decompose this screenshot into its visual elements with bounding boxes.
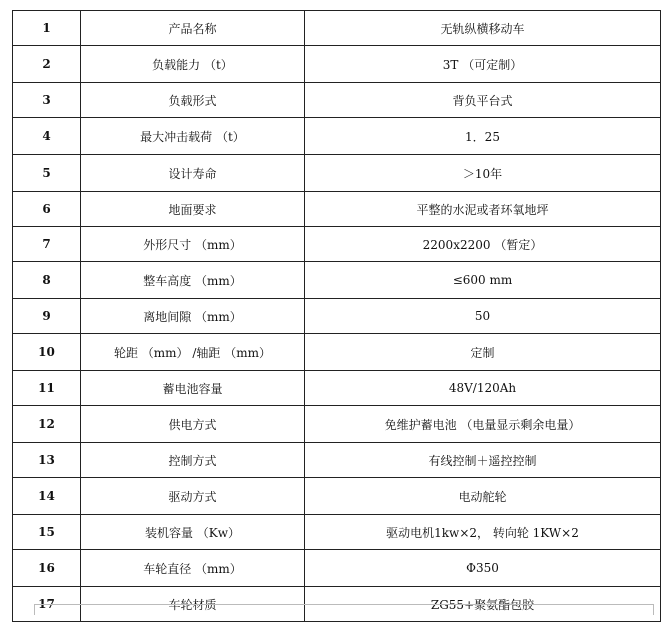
table-row <box>13 227 661 262</box>
parameter-name: 装机容量 （Kw） <box>81 515 305 550</box>
table-row <box>13 443 661 478</box>
parameter-value: 1．25 <box>305 118 661 155</box>
row-number: 1 <box>13 11 81 46</box>
parameter-value: 无轨纵横移动车 <box>305 11 661 46</box>
parameter-name: 整车高度 （mm） <box>81 262 305 299</box>
parameter-value: 电动舵轮 <box>305 478 661 515</box>
footer-tick-right <box>653 604 654 615</box>
parameter-name: 地面要求 <box>81 192 305 227</box>
parameter-name: 供电方式 <box>81 406 305 443</box>
parameter-name: 最大冲击载荷 （t） <box>81 118 305 155</box>
row-number: 8 <box>13 262 81 299</box>
spec-table <box>12 10 661 622</box>
parameter-value: 背负平台式 <box>305 83 661 118</box>
row-number: 10 <box>13 334 81 371</box>
parameter-value: 48V/120Ah <box>305 371 661 406</box>
row-number: 4 <box>13 118 81 155</box>
parameter-name: 车轮材质 <box>81 587 305 622</box>
table-row <box>13 299 661 334</box>
row-number: 3 <box>13 83 81 118</box>
table-row <box>13 46 661 83</box>
parameter-name: 车轮直径 （mm） <box>81 550 305 587</box>
parameter-name: 蓄电池容量 <box>81 371 305 406</box>
row-number: 12 <box>13 406 81 443</box>
parameter-name: 离地间隙 （mm） <box>81 299 305 334</box>
row-number: 13 <box>13 443 81 478</box>
row-number: 16 <box>13 550 81 587</box>
parameter-value: 50 <box>305 299 661 334</box>
parameter-name: 轮距 （mm） /轴距 （mm） <box>81 334 305 371</box>
parameter-name: 负载能力 （t） <box>81 46 305 83</box>
table-row <box>13 515 661 550</box>
parameter-value: 有线控制＋遥控控制 <box>305 443 661 478</box>
table-row <box>13 406 661 443</box>
spec-table-body <box>13 11 661 622</box>
parameter-value: 3T （可定制） <box>305 46 661 83</box>
parameter-value: ＞10年 <box>305 155 661 192</box>
parameter-value: 定制 <box>305 334 661 371</box>
table-row <box>13 478 661 515</box>
row-number: 9 <box>13 299 81 334</box>
row-number: 15 <box>13 515 81 550</box>
table-row <box>13 118 661 155</box>
table-row <box>13 11 661 46</box>
row-number: 14 <box>13 478 81 515</box>
table-row <box>13 550 661 587</box>
parameter-value: Φ350 <box>305 550 661 587</box>
row-number: 5 <box>13 155 81 192</box>
row-number: 17 <box>13 587 81 622</box>
parameter-value: 2200x2200 （暂定） <box>305 227 661 262</box>
footer-tick-left <box>34 604 35 615</box>
table-row <box>13 155 661 192</box>
table-row <box>13 83 661 118</box>
parameter-name: 产品名称 <box>81 11 305 46</box>
row-number: 6 <box>13 192 81 227</box>
parameter-value: 驱动电机1kw×2， 转向轮 1KW×2 <box>305 515 661 550</box>
table-row <box>13 334 661 371</box>
parameter-value: 免维护蓄电池 （电量显示剩余电量） <box>305 406 661 443</box>
parameter-value: ≤600 mm <box>305 262 661 299</box>
table-row <box>13 262 661 299</box>
parameter-value: ZG55+聚氨酯包胶 <box>305 587 661 622</box>
parameter-name: 外形尺寸 （mm） <box>81 227 305 262</box>
parameter-name: 驱动方式 <box>81 478 305 515</box>
table-row <box>13 371 661 406</box>
row-number: 11 <box>13 371 81 406</box>
parameter-value: 平整的水泥或者环氧地坪 <box>305 192 661 227</box>
row-number: 7 <box>13 227 81 262</box>
row-number: 2 <box>13 46 81 83</box>
parameter-name: 负载形式 <box>81 83 305 118</box>
table-row <box>13 192 661 227</box>
parameter-name: 控制方式 <box>81 443 305 478</box>
parameter-name: 设计寿命 <box>81 155 305 192</box>
page-footer-rule <box>34 604 654 605</box>
